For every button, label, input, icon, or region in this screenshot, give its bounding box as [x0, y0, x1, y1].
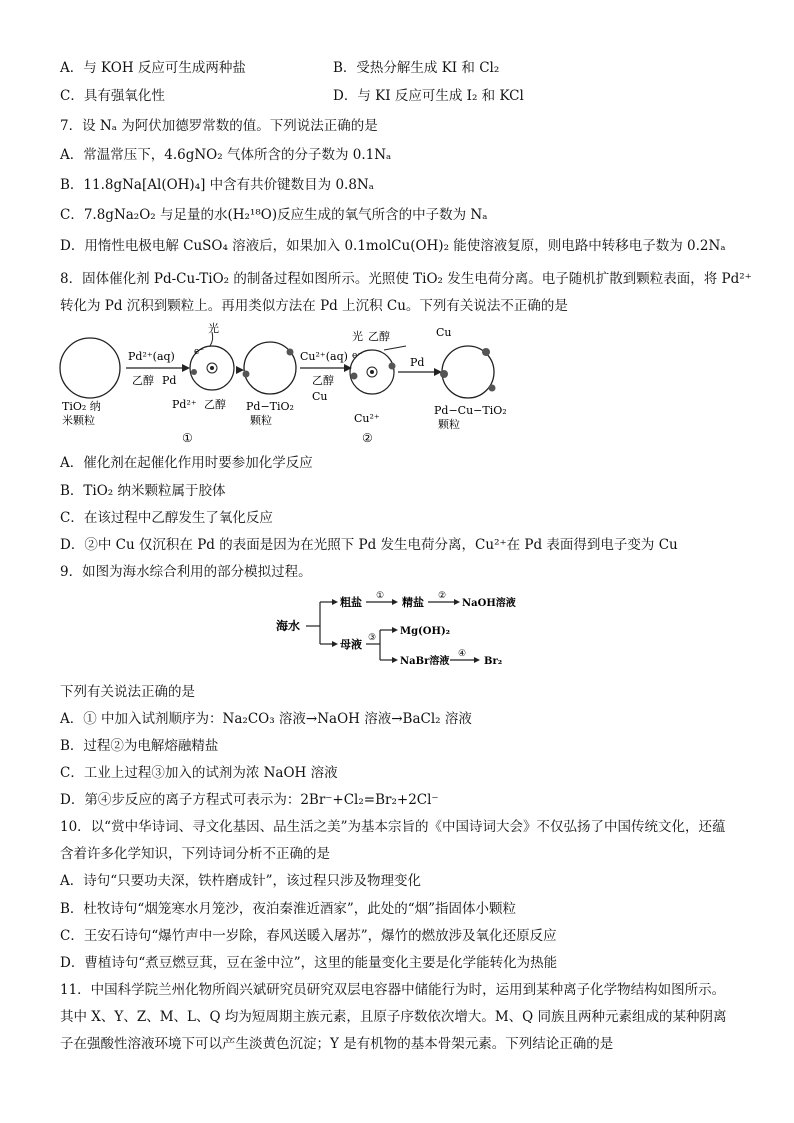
nabr-solution-label: NaBr溶液 — [400, 656, 450, 667]
refined-salt-label: 精盐 — [402, 596, 424, 609]
q8-option-d: D．②中 Cu 仅沉积在 Pd 的表面是因为在光照下 Pd 发生电荷分离，Cu²⁺在 Pd 表面得到电子变为 Cu — [60, 537, 678, 553]
pd-label: Pd — [162, 374, 177, 387]
q10-stem-line1: 10．以“赏中华诗词、寻文化基因、品生活之美”为基本宗旨的《中国诗词大会》不仅弘扬了中国传统文化，还蕴 — [60, 819, 726, 835]
tio2-label: TiO₂ 纳 — [62, 400, 101, 413]
step4-arrowhead — [474, 657, 480, 663]
step2-marker: ② — [362, 431, 373, 445]
particle-label: 颗粒 — [250, 414, 272, 427]
flow-top-arrowhead — [332, 599, 338, 605]
step2-arrowhead — [454, 599, 460, 605]
q8-option-a: A．催化剂在起催化作用时要参加化学反应 — [60, 455, 313, 471]
nabr-arrowhead — [392, 657, 398, 663]
pd-label-2: Pd — [410, 356, 425, 369]
step1-marker: ① — [182, 431, 193, 445]
ethanol-arrow — [384, 346, 406, 350]
final-label: Pd−Cu−TiO₂ — [434, 404, 507, 417]
crude-salt-label: 粗盐 — [340, 596, 362, 609]
ethanol-label-3: 乙醇 — [312, 374, 334, 387]
step2-pd-dot-2 — [389, 363, 396, 370]
particle-label-2: 颗粒 — [438, 418, 460, 431]
q8-stem-line2: 转化为 Pd 沉积到颗粒上。再用类似方法在 Pd 上沉积 Cu。下列有关说法不正确的是 — [60, 298, 568, 314]
light-label: 光 — [208, 322, 219, 335]
q6-option-d: D．与 KI 反应可生成 I₂ 和 KCl — [333, 88, 524, 104]
q11-line3: 子在强酸性溶液环境下可以产生淡黄色沉淀；Y 是有机物的基本骨架元素。下列结论正确的是 — [60, 1036, 614, 1052]
step2-number: ② — [438, 591, 447, 601]
flow-bottom-arrowhead — [332, 641, 338, 647]
pd2-label: Pd²⁺ — [172, 398, 197, 411]
step3-number: ③ — [368, 633, 377, 643]
pd-tio2-label: Pd−TiO₂ — [246, 400, 294, 413]
q8-stem-line1: 8．固体催化剂 Pd-Cu-TiO₂ 的制备过程如图所示。光照使 TiO₂ 发生电荷分离。电子随机扩散到颗粒表面，将 Pd²⁺ — [60, 271, 752, 287]
q9-option-b: B．过程②为电解熔融精盐 — [60, 738, 219, 754]
step2-center — [370, 370, 374, 374]
final-dot-2 — [482, 348, 490, 356]
q6-option-a: A．与 KOH 反应可生成两种盐 — [60, 60, 246, 76]
light-label-2: 光 — [352, 330, 363, 343]
cu-label-2: Cu — [436, 326, 452, 339]
pd-dot-2 — [287, 349, 294, 356]
seawater-flowchart — [270, 588, 530, 672]
step1-pd-dot — [191, 369, 197, 375]
ethanol-label-4: 乙醇 — [368, 330, 390, 343]
step2-pd-dot — [351, 373, 358, 380]
q10-option-d: D．曹植诗句“煮豆燃豆萁，豆在釜中泣”，这里的能量变化主要是化学能转化为热能 — [60, 955, 558, 971]
q9-stem: 9．如图为海水综合利用的部分模拟过程。 — [60, 564, 312, 580]
q11-line1: 11．中国科学院兰州化物所阎兴斌研究员研究双层电容器中储能行为时，运用到某种离子化学物结构如图所示。 — [60, 982, 726, 998]
br2-label: Br₂ — [484, 656, 503, 667]
q9-option-c: C．工业上过程③加入的试剂为浓 NaOH 溶液 — [60, 765, 338, 781]
q10-option-c: C．王安石诗句“爆竹声中一岁除，春风送暖入屠苏”，爆竹的燃放涉及氧化还原反应 — [60, 928, 557, 944]
ethanol-label-2: 乙醇 — [204, 398, 226, 411]
mother-liquor-label: 母液 — [340, 638, 362, 651]
electron-symbol: e⁻ — [194, 347, 205, 357]
q7-option-d: D．用惰性电极电解 CuSO₄ 溶液后，如果加入 0.1molCu(OH)₂ 能使溶液复原，则电路中转移电子数为 0.2Nₐ — [60, 238, 726, 254]
final-dot-3 — [489, 385, 496, 392]
seawater-label: 海水 — [276, 619, 301, 633]
q8-option-c: C．在该过程中乙醇发生了氧化反应 — [60, 510, 273, 526]
q6-option-b: B．受热分解生成 KI 和 Cl₂ — [333, 60, 500, 76]
q7-option-b: B．11.8gNa[Al(OH)₄] 中含有共价键数目为 0.8Nₐ — [60, 177, 374, 193]
naoh-solution-label: NaOH溶液 — [462, 598, 516, 609]
pd2aq-label: Pd²⁺(aq) — [128, 350, 175, 363]
q9-option-a: A．① 中加入试剂顺序为：Na₂CO₃ 溶液→NaOH 溶液→BaCl₂ 溶液 — [60, 711, 472, 727]
q7-option-c: C．7.8gNa₂O₂ 与足量的水(H₂¹⁸O)反应生成的氧气所含的中子数为 Nₐ — [60, 207, 488, 223]
step1-center — [210, 366, 214, 370]
cu2aq-label: Cu²⁺(aq) — [300, 350, 348, 363]
pd-dot-1 — [243, 371, 250, 378]
arrowhead-1 — [182, 364, 190, 372]
q10-option-a: A．诗句“只要功夫深，铁杵磨成针”，该过程只涉及物理变化 — [60, 873, 422, 889]
q6-option-c: C．具有强氧化性 — [60, 88, 165, 104]
electron-symbol-2: e⁻ — [352, 351, 363, 361]
q10-option-b: B．杜牧诗句“烟笼寒水月笼沙，夜泊秦淮近酒家”，此处的“烟”指固体小颗粒 — [60, 901, 517, 917]
mgoh2-label: Mg(OH)₂ — [400, 626, 451, 637]
step1-number: ① — [376, 591, 385, 601]
final-dot-1 — [440, 370, 448, 378]
q10-stem-line2: 含着许多化学知识，下列诗词分析不正确的是 — [60, 846, 330, 862]
ethanol-label: 乙醇 — [132, 374, 154, 387]
q9-option-d: D．第④步反应的离子方程式可表示为：2Br⁻+Cl₂=Br₂+2Cl⁻ — [60, 792, 439, 808]
cu-label: Cu — [312, 390, 328, 403]
catalyst-preparation-diagram — [54, 322, 514, 450]
tio2-label-2: 米颗粒 — [62, 414, 95, 427]
step1-arrowhead — [392, 599, 398, 605]
q11-line2: 其中 X、Y、Z、M、L、Q 均为短周期主族元素，且原子序数依次增大。M、Q 同族且两种元素组成的某种阴离 — [60, 1009, 727, 1025]
q9-question: 下列有关说法正确的是 — [60, 684, 195, 700]
tio2-particle — [60, 338, 120, 398]
q7-option-a: A．常温常压下，4.6gNO₂ 气体所含的分子数为 0.1Nₐ — [60, 147, 392, 163]
q7-stem: 7．设 Nₐ 为阿伏加德罗常数的值。下列说法正确的是 — [60, 118, 378, 134]
mgoh-arrowhead — [392, 627, 398, 633]
cu2-label: Cu²⁺ — [354, 412, 380, 425]
q8-option-b: B．TiO₂ 纳米颗粒属于胶体 — [60, 483, 226, 499]
step4-number: ④ — [458, 649, 467, 659]
